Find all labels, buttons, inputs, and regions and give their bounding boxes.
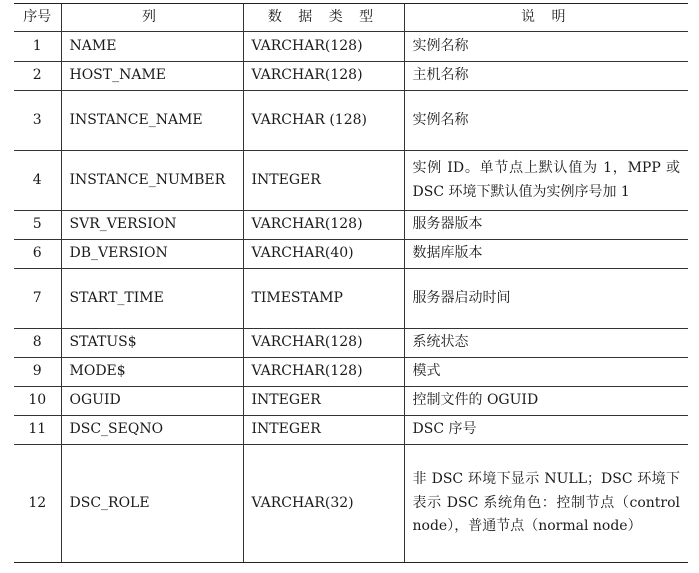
table-row: [14, 62, 688, 91]
row-description-text: DSC 序号: [412, 421, 477, 438]
row-data-type: INTEGER: [243, 416, 404, 445]
row-description: [404, 329, 688, 358]
table-row: [14, 151, 688, 211]
row-description-text: 实例名称: [412, 111, 469, 128]
row-seq-no: 12: [14, 445, 61, 563]
row-description-text: 主机名称: [412, 67, 469, 84]
row-description: [404, 387, 688, 416]
row-column-name: STATUS$: [61, 329, 243, 358]
row-data-type: TIMESTAMP: [243, 269, 404, 329]
row-description: [404, 240, 688, 269]
row-column-name: INSTANCE_NAME: [61, 91, 243, 151]
row-description: [404, 445, 688, 563]
row-seq-no: 10: [14, 387, 61, 416]
row-description: [404, 32, 688, 62]
row-data-type: VARCHAR(32): [243, 445, 404, 563]
table-row: [14, 32, 688, 62]
row-column-name: NAME: [61, 32, 243, 62]
header-seq-no: 序号: [14, 4, 61, 32]
row-description-text: 系统状态: [412, 334, 469, 351]
row-data-type: VARCHAR(128): [243, 358, 404, 387]
header-data-type: 数 据 类 型: [243, 4, 404, 32]
row-description-text: 控制文件的 OGUID: [412, 392, 539, 409]
row-seq-no: 4: [14, 151, 61, 211]
row-data-type: INTEGER: [243, 387, 404, 416]
row-seq-no: 3: [14, 91, 61, 151]
row-column-name: HOST_NAME: [61, 62, 243, 91]
row-data-type: VARCHAR(128): [243, 329, 404, 358]
row-description: [404, 91, 688, 151]
row-description-text: 模式: [412, 363, 441, 380]
table-row: [14, 329, 688, 358]
header-row: [14, 4, 688, 32]
header-column: 列: [61, 4, 243, 32]
row-description: [404, 151, 688, 211]
row-column-name: OGUID: [61, 387, 243, 416]
row-seq-no: 11: [14, 416, 61, 445]
row-column-name: DB_VERSION: [61, 240, 243, 269]
table-row: [14, 91, 688, 151]
row-column-name: MODE$: [61, 358, 243, 387]
row-data-type: VARCHAR(128): [243, 62, 404, 91]
row-description: [404, 416, 688, 445]
row-description-text: 实例名称: [412, 37, 469, 54]
row-description: [404, 269, 688, 329]
row-data-type: VARCHAR(128): [243, 211, 404, 240]
row-seq-no: 7: [14, 269, 61, 329]
row-seq-no: 1: [14, 32, 61, 62]
row-data-type: VARCHAR(128): [243, 32, 404, 62]
table-row: [14, 387, 688, 416]
row-description-text: 服务器启动时间: [412, 289, 511, 306]
table-body: [14, 32, 688, 563]
row-column-name: INSTANCE_NUMBER: [61, 151, 243, 211]
row-seq-no: 6: [14, 240, 61, 269]
row-seq-no: 2: [14, 62, 61, 91]
row-data-type: VARCHAR(40): [243, 240, 404, 269]
table-row: [14, 240, 688, 269]
row-description: [404, 211, 688, 240]
row-seq-no: 9: [14, 358, 61, 387]
table-row: [14, 269, 688, 329]
table-header: [14, 4, 688, 32]
row-data-type: VARCHAR (128): [243, 91, 404, 151]
data-dictionary-table: [14, 3, 688, 563]
row-column-name: DSC_ROLE: [61, 445, 243, 563]
row-description-text: 服务器版本: [412, 216, 483, 233]
row-column-name: START_TIME: [61, 269, 243, 329]
table-row: [14, 445, 688, 563]
row-seq-no: 5: [14, 211, 61, 240]
row-seq-no: 8: [14, 329, 61, 358]
row-column-name: SVR_VERSION: [61, 211, 243, 240]
row-column-name: DSC_SEQNO: [61, 416, 243, 445]
row-description: [404, 62, 688, 91]
header-description: 说 明: [404, 4, 688, 32]
row-description: [404, 358, 688, 387]
row-data-type: INTEGER: [243, 151, 404, 211]
row-description-text: 非 DSC 环境下显示 NULL；DSC 环境下表示 DSC 系统角色：控制节点（control node），普通节点（normal node）: [412, 470, 680, 535]
row-description-text: 数据库版本: [412, 245, 483, 262]
table-row: [14, 211, 688, 240]
table-row: [14, 416, 688, 445]
table-row: [14, 358, 688, 387]
row-description-text: 实例 ID。单节点上默认值为 1，MPP 或 DSC 环境下默认值为实例序号加 1: [412, 159, 680, 200]
